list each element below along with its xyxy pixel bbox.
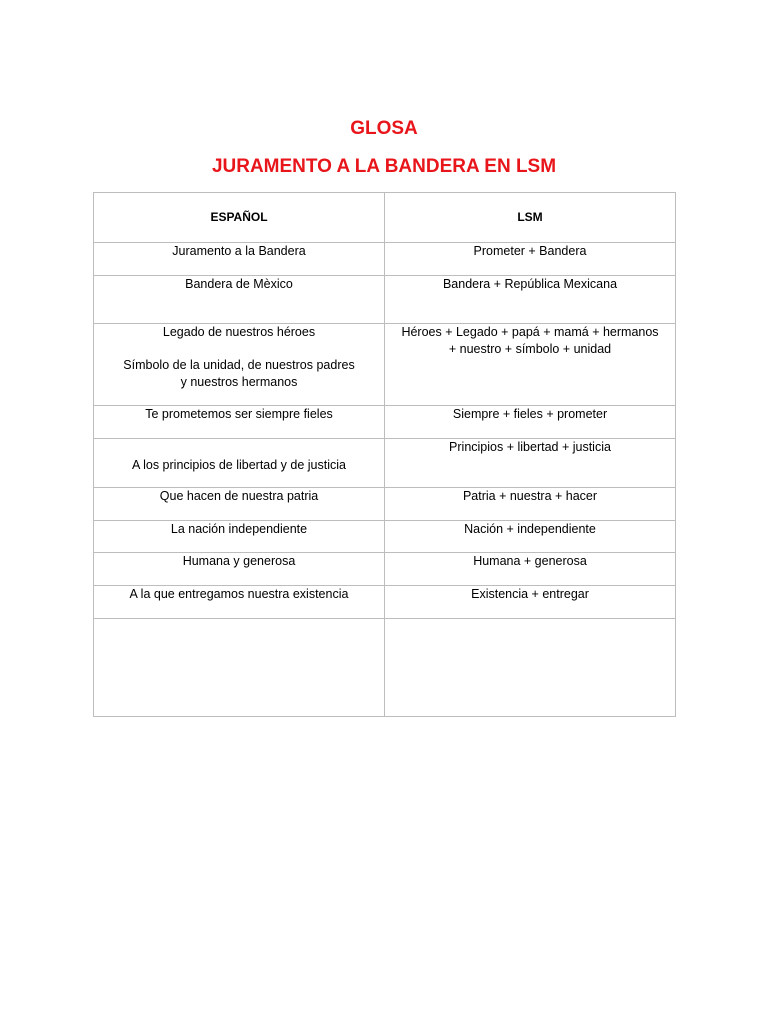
table-row — [94, 243, 676, 276]
gloss-table — [93, 192, 676, 717]
espanol-cell: Legado de nuestros héroes Símbolo de la unidad, de nuestros padres y nuestros hermanos — [94, 324, 385, 406]
lsm-cell — [385, 619, 676, 717]
espanol-cell: A los principios de libertad y de justicia — [94, 439, 385, 488]
header-espanol: ESPAÑOL — [94, 193, 385, 243]
lsm-cell: Héroes + Legado + papá + mamá + hermanos + nuestro + símbolo + unidad — [385, 324, 676, 406]
espanol-cell: Te prometemos ser siempre fieles — [94, 406, 385, 439]
document-title: GLOSA — [350, 118, 418, 139]
espanol-cell: Que hacen de nuestra patria — [94, 488, 385, 521]
table-row — [94, 586, 676, 619]
table-row — [94, 521, 676, 553]
table-row — [94, 406, 676, 439]
espanol-cell: Juramento a la Bandera — [94, 243, 385, 276]
lsm-cell: Bandera + República Mexicana — [385, 276, 676, 324]
table-row — [94, 553, 676, 586]
lsm-cell: Prometer + Bandera — [385, 243, 676, 276]
espanol-cell — [94, 619, 385, 717]
espanol-cell: Bandera de Mèxico — [94, 276, 385, 324]
table-row — [94, 488, 676, 521]
lsm-cell: Existencia + entregar — [385, 586, 676, 619]
espanol-cell: A la que entregamos nuestra existencia — [94, 586, 385, 619]
table-row — [94, 439, 676, 488]
table-row — [94, 276, 676, 324]
lsm-cell: Patria + nuestra + hacer — [385, 488, 676, 521]
espanol-cell: La nación independiente — [94, 521, 385, 553]
lsm-cell: Humana + generosa — [385, 553, 676, 586]
table-row — [94, 324, 676, 406]
lsm-cell: Siempre + fieles + prometer — [385, 406, 676, 439]
lsm-cell: Principios + libertad + justicia — [385, 439, 676, 488]
header-lsm: LSM — [385, 193, 676, 243]
table-row-empty — [94, 619, 676, 717]
table-header-row — [94, 193, 676, 243]
document-subtitle: JURAMENTO A LA BANDERA EN LSM — [211, 156, 557, 177]
lsm-cell: Nación + independiente — [385, 521, 676, 553]
espanol-cell: Humana y generosa — [94, 553, 385, 586]
